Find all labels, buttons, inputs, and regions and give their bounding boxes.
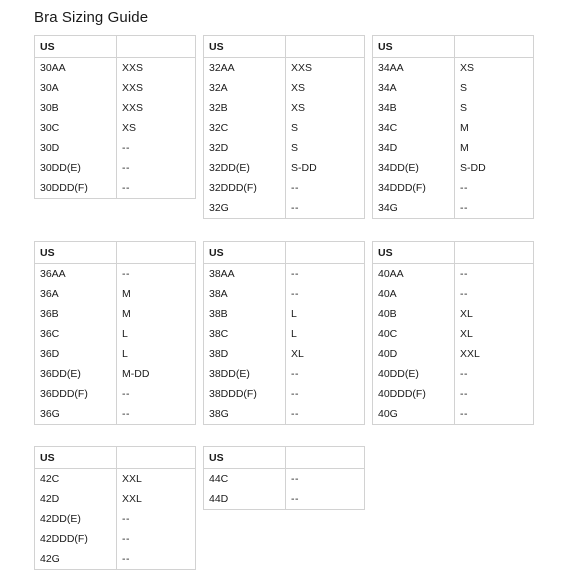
size-table-5	[203, 241, 365, 425]
size-table-2	[203, 35, 365, 219]
table-header-row	[373, 242, 534, 264]
table-row	[204, 58, 365, 79]
us-size-cell: 42C	[35, 469, 117, 490]
us-size-cell: 30D	[35, 138, 117, 158]
size-table-8	[203, 446, 365, 510]
size-cell: S-DD	[455, 158, 534, 178]
us-size-cell: 34B	[373, 98, 455, 118]
size-cell: --	[455, 384, 534, 404]
size-cell: --	[117, 138, 196, 158]
size-cell: L	[117, 344, 196, 364]
table-row	[35, 264, 196, 285]
size-table-1	[34, 35, 196, 199]
column-header-size	[455, 36, 534, 58]
size-cell: --	[286, 489, 365, 510]
size-table-3	[372, 35, 534, 219]
size-cell: M	[455, 138, 534, 158]
size-cell: XS	[455, 58, 534, 79]
us-size-cell: 38G	[204, 404, 286, 425]
us-size-cell: 44D	[204, 489, 286, 510]
table-row	[373, 284, 534, 304]
table-header-row	[35, 36, 196, 58]
size-cell: --	[286, 178, 365, 198]
table-row	[204, 304, 365, 324]
size-cell: M	[455, 118, 534, 138]
size-cell: --	[117, 178, 196, 199]
column-header-size	[286, 242, 365, 264]
table-row	[35, 98, 196, 118]
column-header-us: US	[373, 242, 455, 264]
us-size-cell: 40B	[373, 304, 455, 324]
table-row	[373, 324, 534, 344]
size-cell: XXL	[117, 469, 196, 490]
us-size-cell: 36DD(E)	[35, 364, 117, 384]
size-cell: XXS	[117, 58, 196, 79]
table-row	[204, 324, 365, 344]
size-cell: --	[286, 364, 365, 384]
size-cell: --	[117, 384, 196, 404]
size-cell: L	[286, 304, 365, 324]
size-cell: S	[455, 98, 534, 118]
size-cell: XS	[117, 118, 196, 138]
column-header-size	[286, 447, 365, 469]
size-cell: --	[286, 469, 365, 490]
column-header-us: US	[204, 242, 286, 264]
us-size-cell: 42G	[35, 549, 117, 570]
size-cell: XL	[286, 344, 365, 364]
size-cell: M-DD	[117, 364, 196, 384]
table-row	[204, 284, 365, 304]
size-cell: XL	[455, 324, 534, 344]
us-size-cell: 38DDD(F)	[204, 384, 286, 404]
size-cell: --	[455, 264, 534, 285]
us-size-cell: 38DD(E)	[204, 364, 286, 384]
us-size-cell: 32A	[204, 78, 286, 98]
size-cell: S	[286, 138, 365, 158]
size-cell: --	[455, 404, 534, 425]
table-row	[204, 198, 365, 219]
table-header-row	[204, 447, 365, 469]
us-size-cell: 38D	[204, 344, 286, 364]
us-size-cell: 36C	[35, 324, 117, 344]
table-row	[35, 529, 196, 549]
table-row	[35, 549, 196, 570]
us-size-cell: 42DD(E)	[35, 509, 117, 529]
size-table-4	[34, 241, 196, 425]
size-table-7	[34, 446, 196, 570]
table-row	[204, 98, 365, 118]
table-row	[35, 138, 196, 158]
us-size-cell: 32G	[204, 198, 286, 219]
column-header-us: US	[35, 242, 117, 264]
size-cell: XL	[455, 304, 534, 324]
us-size-cell: 40A	[373, 284, 455, 304]
table-row	[35, 489, 196, 509]
table-row	[35, 58, 196, 79]
us-size-cell: 32DDD(F)	[204, 178, 286, 198]
size-cell: XXS	[286, 58, 365, 79]
us-size-cell: 36DDD(F)	[35, 384, 117, 404]
us-size-cell: 32B	[204, 98, 286, 118]
table-row	[35, 178, 196, 199]
table-row	[373, 304, 534, 324]
table-row	[35, 469, 196, 490]
table-row	[373, 384, 534, 404]
size-cell: --	[117, 509, 196, 529]
table-row	[373, 404, 534, 425]
column-header-size	[117, 36, 196, 58]
us-size-cell: 42D	[35, 489, 117, 509]
us-size-cell: 30DD(E)	[35, 158, 117, 178]
table-row	[204, 178, 365, 198]
us-size-cell: 38A	[204, 284, 286, 304]
column-header-us: US	[35, 447, 117, 469]
us-size-cell: 38AA	[204, 264, 286, 285]
size-cell: --	[286, 384, 365, 404]
size-cell: S	[455, 78, 534, 98]
us-size-cell: 30B	[35, 98, 117, 118]
size-cell: XS	[286, 98, 365, 118]
us-size-cell: 32DD(E)	[204, 158, 286, 178]
us-size-cell: 36A	[35, 284, 117, 304]
us-size-cell: 32AA	[204, 58, 286, 79]
table-row	[35, 304, 196, 324]
table-row	[373, 344, 534, 364]
table-row	[204, 264, 365, 285]
us-size-cell: 40G	[373, 404, 455, 425]
size-cell: --	[117, 158, 196, 178]
us-size-cell: 30AA	[35, 58, 117, 79]
size-cell: XXS	[117, 78, 196, 98]
us-size-cell: 40C	[373, 324, 455, 344]
table-row	[204, 384, 365, 404]
table-row	[204, 118, 365, 138]
column-header-size	[455, 242, 534, 264]
table-row	[204, 404, 365, 425]
table-header-row	[35, 447, 196, 469]
page-title: Bra Sizing Guide	[34, 9, 149, 26]
us-size-cell: 40DD(E)	[373, 364, 455, 384]
size-cell: M	[117, 284, 196, 304]
us-size-cell: 34AA	[373, 58, 455, 79]
table-row	[204, 469, 365, 490]
size-cell: --	[117, 404, 196, 425]
table-row	[35, 509, 196, 529]
us-size-cell: 30A	[35, 78, 117, 98]
us-size-cell: 38C	[204, 324, 286, 344]
table-row	[204, 138, 365, 158]
size-cell: --	[286, 264, 365, 285]
table-row	[373, 264, 534, 285]
us-size-cell: 38B	[204, 304, 286, 324]
table-header-row	[373, 36, 534, 58]
size-cell: S	[286, 118, 365, 138]
table-row	[35, 404, 196, 425]
table-row	[373, 364, 534, 384]
size-cell: XXL	[455, 344, 534, 364]
table-row	[204, 364, 365, 384]
table-header-row	[204, 242, 365, 264]
size-cell: XXL	[117, 489, 196, 509]
table-row	[35, 364, 196, 384]
us-size-cell: 36B	[35, 304, 117, 324]
column-header-size	[286, 36, 365, 58]
size-cell: S-DD	[286, 158, 365, 178]
column-header-size	[117, 447, 196, 469]
column-header-size	[117, 242, 196, 264]
table-row	[373, 118, 534, 138]
size-cell: --	[455, 178, 534, 198]
size-cell: XXS	[117, 98, 196, 118]
us-size-cell: 44C	[204, 469, 286, 490]
table-row	[35, 158, 196, 178]
us-size-cell: 40AA	[373, 264, 455, 285]
table-row	[35, 284, 196, 304]
size-cell: L	[286, 324, 365, 344]
us-size-cell: 34D	[373, 138, 455, 158]
size-table-6	[372, 241, 534, 425]
us-size-cell: 30C	[35, 118, 117, 138]
table-row	[35, 118, 196, 138]
size-cell: M	[117, 304, 196, 324]
column-header-us: US	[373, 36, 455, 58]
us-size-cell: 40D	[373, 344, 455, 364]
column-header-us: US	[204, 36, 286, 58]
table-row	[35, 78, 196, 98]
table-row	[373, 98, 534, 118]
us-size-cell: 32D	[204, 138, 286, 158]
table-row	[35, 384, 196, 404]
table-row	[373, 198, 534, 219]
size-cell: --	[117, 549, 196, 570]
us-size-cell: 34A	[373, 78, 455, 98]
table-row	[35, 344, 196, 364]
table-row	[204, 489, 365, 510]
size-cell: --	[286, 404, 365, 425]
us-size-cell: 36G	[35, 404, 117, 425]
us-size-cell: 32C	[204, 118, 286, 138]
us-size-cell: 42DDD(F)	[35, 529, 117, 549]
table-row	[35, 324, 196, 344]
size-cell: --	[455, 198, 534, 219]
table-row	[204, 158, 365, 178]
table-row	[204, 344, 365, 364]
us-size-cell: 34C	[373, 118, 455, 138]
table-row	[373, 158, 534, 178]
table-header-row	[35, 242, 196, 264]
table-row	[373, 178, 534, 198]
table-row	[204, 78, 365, 98]
size-cell: --	[455, 364, 534, 384]
size-cell: --	[117, 529, 196, 549]
us-size-cell: 34G	[373, 198, 455, 219]
us-size-cell: 36AA	[35, 264, 117, 285]
us-size-cell: 36D	[35, 344, 117, 364]
table-row	[373, 58, 534, 79]
column-header-us: US	[35, 36, 117, 58]
us-size-cell: 34DD(E)	[373, 158, 455, 178]
size-cell: --	[455, 284, 534, 304]
size-cell: L	[117, 324, 196, 344]
column-header-us: US	[204, 447, 286, 469]
size-cell: --	[117, 264, 196, 285]
table-row	[373, 78, 534, 98]
table-header-row	[204, 36, 365, 58]
size-cell: XS	[286, 78, 365, 98]
us-size-cell: 40DDD(F)	[373, 384, 455, 404]
size-cell: --	[286, 284, 365, 304]
us-size-cell: 30DDD(F)	[35, 178, 117, 199]
size-cell: --	[286, 198, 365, 219]
us-size-cell: 34DDD(F)	[373, 178, 455, 198]
table-row	[373, 138, 534, 158]
